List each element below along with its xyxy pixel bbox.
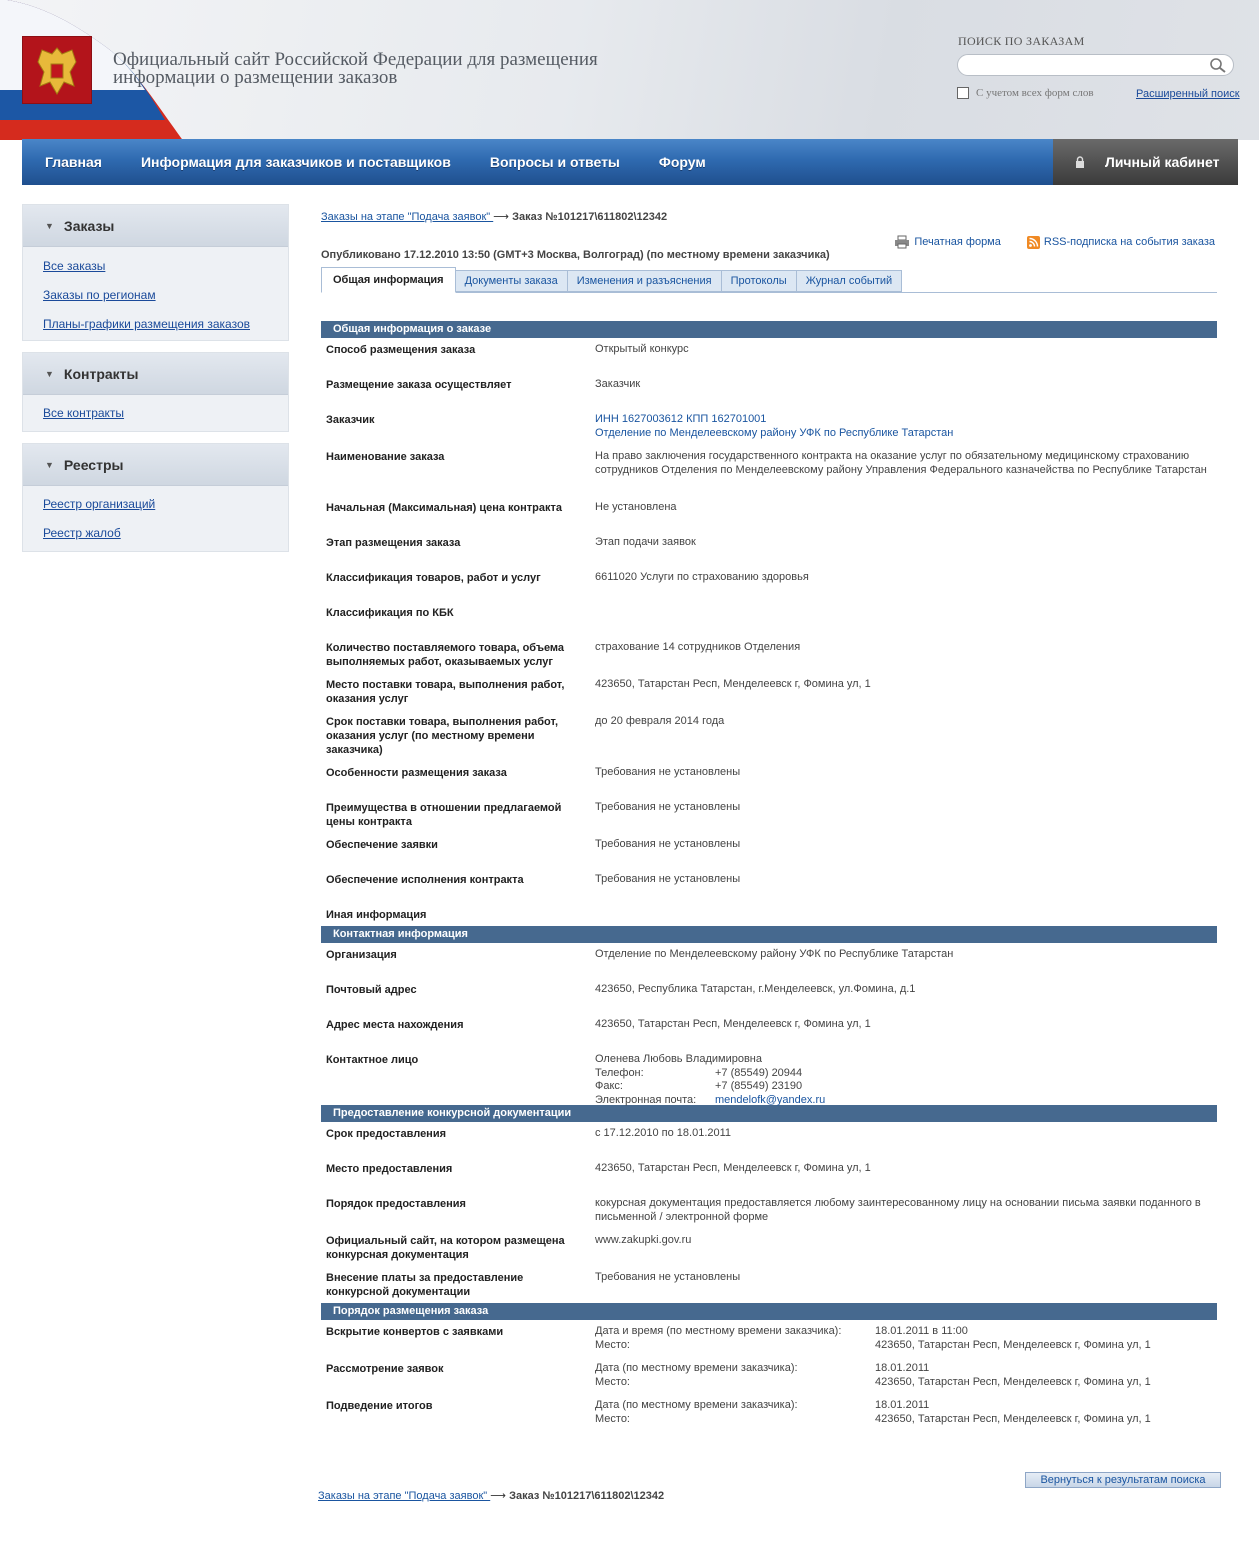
- table-row: [321, 1157, 1217, 1192]
- row-label: Почтовый адрес: [326, 984, 417, 996]
- fax-value: +7 (85549) 23190: [715, 1080, 803, 1092]
- row-label: Особенности размещения заказа: [326, 767, 507, 779]
- table-row: [321, 408, 1217, 445]
- row-value: 6611020 Услуги по страхованию здоровья: [595, 571, 809, 583]
- row-value: до 20 февраля 2014 года: [595, 715, 725, 727]
- search-label: ПОИСК ПО ЗАКАЗАМ: [958, 34, 1085, 48]
- advanced-search-link[interactable]: Расширенный поиск: [1136, 88, 1240, 100]
- table-row: [321, 1357, 1217, 1394]
- sidebar-registers: [22, 443, 289, 552]
- arrow-right-icon: ⟶: [490, 1490, 506, 1502]
- row-label: Размещение заказа осуществляет: [326, 379, 512, 391]
- table-row: [321, 943, 1217, 978]
- tab-order-documents[interactable]: Документы заказа: [455, 270, 568, 292]
- email-label: Электронная почта:: [595, 1093, 697, 1106]
- word-forms-option[interactable]: [957, 87, 1094, 99]
- main-content: [318, 210, 1217, 1502]
- sidebar-registers-title: Реестры: [63, 456, 124, 473]
- row-label: Классификация товаров, работ и услуг: [326, 572, 541, 584]
- lock-icon: [1075, 156, 1085, 168]
- row-value: Требования не установлены: [595, 801, 741, 813]
- general-info-table: [321, 338, 1217, 926]
- row-value: [595, 413, 1217, 445]
- chevron-down-icon: ▼: [45, 368, 54, 379]
- row-label: Контактное лицо: [326, 1054, 419, 1066]
- row-label: Этап размещения заказа: [326, 537, 461, 549]
- table-row: [321, 1229, 1217, 1266]
- search-icon[interactable]: [1209, 57, 1227, 73]
- fax-label: Факс:: [595, 1080, 623, 1092]
- site-header: [0, 0, 1259, 140]
- table-row: [321, 673, 1217, 710]
- chevron-down-icon: ▼: [45, 220, 54, 231]
- table-row: [321, 601, 1217, 636]
- table-row: [321, 373, 1217, 408]
- sidebar-registers-header[interactable]: [23, 444, 288, 486]
- procedure-key: Дата (по местному времени заказчика):: [595, 1399, 798, 1411]
- breadcrumb-link[interactable]: Заказы на этапе "Подача заявок": [321, 211, 494, 223]
- row-value: Заказчик: [595, 378, 641, 390]
- nav-home[interactable]: Главная: [45, 154, 102, 170]
- phone-label: Телефон:: [595, 1066, 644, 1079]
- print-form-label: Печатная форма: [914, 236, 1001, 248]
- row-label: Организация: [326, 949, 397, 961]
- search-input[interactable]: [957, 54, 1234, 76]
- row-label: Подведение итогов: [326, 1400, 433, 1412]
- section-contact-header: Контактная информация: [321, 926, 1217, 943]
- procedure-key: Дата и время (по местному времени заказчика):: [595, 1325, 842, 1337]
- row-label: Адрес места нахождения: [326, 1019, 464, 1031]
- tab-bar: [321, 267, 1217, 293]
- row-value: с 17.12.2010 по 18.01.2011: [595, 1127, 732, 1139]
- sidebar-item-org-registry[interactable]: Реестр организаций: [43, 497, 156, 511]
- tab-changes[interactable]: Изменения и разъяснения: [567, 270, 722, 292]
- table-row: [321, 338, 1217, 373]
- main-nav: [22, 139, 1238, 185]
- sidebar-contracts-header[interactable]: [23, 353, 288, 395]
- published-info: Опубликовано 17.12.2010 13:50 (GMT+3 Москва, Волгоград) (по местному времени заказчика): [321, 249, 830, 261]
- section-docs-header: Предоставление конкурсной документации: [321, 1105, 1217, 1122]
- table-row: [321, 496, 1217, 531]
- breadcrumb: [321, 210, 1217, 223]
- double-headed-eagle-icon: [32, 42, 82, 98]
- row-value: страхование 14 сотрудников Отделения: [595, 641, 801, 653]
- row-value: 423650, Татарстан Респ, Менделеевск г, Фомина ул, 1: [595, 678, 871, 690]
- row-value: На право заключения государственного контракта на оказание услуг по обязательному медицинскому страхованию сотрудников Отделения по Менделеевскому району Управления Федерального казначейства по Республике Татарстан: [595, 450, 1207, 476]
- customer-name-link[interactable]: Отделение по Менделеевскому району УФК по Республике Татарстан: [595, 426, 954, 439]
- nav-forum[interactable]: Форум: [658, 154, 706, 170]
- table-row: [321, 1320, 1217, 1357]
- row-label: Преимущества в отношении предлагаемой цены контракта: [326, 802, 562, 828]
- rss-icon: [1027, 236, 1040, 249]
- procedure-key: Место:: [595, 1412, 630, 1425]
- toolbar: [894, 235, 1215, 249]
- row-value: [595, 1399, 1217, 1431]
- nav-faq[interactable]: Вопросы и ответы: [489, 154, 620, 170]
- procedure-value: 18.01.2011: [875, 1362, 930, 1374]
- section-procedure-header: Порядок размещения заказа: [321, 1303, 1217, 1320]
- row-label: Место поставки товара, выполнения работ, оказания услуг: [326, 679, 565, 705]
- rss-subscribe-link[interactable]: [1027, 235, 1215, 249]
- procedure-value: 423650, Татарстан Респ, Менделеевск г, Фомина ул, 1: [875, 1412, 1151, 1425]
- row-label: Срок предоставления: [326, 1128, 447, 1140]
- procedure-key: Место:: [595, 1338, 630, 1351]
- row-label: Способ размещения заказа: [326, 344, 476, 356]
- row-label: Рассмотрение заявок: [326, 1363, 444, 1375]
- row-value: Требования не установлены: [595, 1271, 741, 1283]
- word-forms-label: С учетом всех форм слов: [976, 87, 1094, 99]
- email-link[interactable]: mendelofk@yandex.ru: [715, 1093, 826, 1106]
- back-to-results-button[interactable]: Вернуться к результатам поиска: [1025, 1472, 1221, 1488]
- rss-subscribe-label: RSS-подписка на события заказа: [1043, 236, 1215, 248]
- row-value: www.zakupki.gov.ru: [595, 1234, 692, 1246]
- row-label: Внесение платы за предоставление конкурсной документации: [326, 1272, 524, 1298]
- procedure-value: 18.01.2011: [875, 1399, 930, 1411]
- site-title: Официальный сайт Российской Федерации для размещения информации о размещении заказов: [113, 49, 598, 88]
- row-label: Порядок предоставления: [326, 1198, 466, 1210]
- breadcrumb-current: Заказ №101217\611802\12342: [509, 1490, 665, 1502]
- sidebar-item-schedules[interactable]: Планы-графики размещения заказов: [43, 317, 250, 331]
- row-value: [595, 606, 1217, 636]
- table-row: [321, 445, 1217, 496]
- procedure-value: 423650, Татарстан Респ, Менделеевск г, Фомина ул, 1: [875, 1375, 1151, 1388]
- table-row: [321, 1192, 1217, 1229]
- row-value: Не установлена: [595, 501, 677, 513]
- table-row: [321, 1394, 1217, 1431]
- row-label: Начальная (Максимальная) цена контракта: [326, 502, 563, 514]
- contact-table: [321, 943, 1217, 1048]
- sidebar-orders: [22, 204, 289, 341]
- personal-cabinet-button[interactable]: [1053, 139, 1238, 185]
- row-value: 423650, Татарстан Респ, Менделеевск г, Фомина ул, 1: [595, 1162, 871, 1174]
- table-row: [321, 710, 1217, 761]
- sidebar-item-orders-by-region[interactable]: Заказы по регионам: [43, 288, 156, 302]
- row-value: [595, 1362, 1217, 1394]
- table-row: [321, 1048, 1217, 1105]
- tab-event-log[interactable]: Журнал событий: [796, 270, 902, 292]
- row-label: Обеспечение исполнения контракта: [326, 874, 524, 886]
- row-value: Требования не установлены: [595, 838, 741, 850]
- print-form-link[interactable]: [894, 235, 1000, 249]
- table-row: [321, 833, 1217, 868]
- table-row: [321, 868, 1217, 903]
- table-row: [321, 531, 1217, 566]
- row-value: Требования не установлены: [595, 766, 741, 778]
- row-label: Классификация по КБК: [326, 607, 454, 619]
- breadcrumb-bottom: [318, 1489, 664, 1502]
- coat-of-arms-emblem[interactable]: [22, 36, 92, 104]
- row-value: Требования не установлены: [595, 873, 741, 885]
- row-label: Вскрытие конвертов с заявками: [326, 1326, 504, 1338]
- procedure-value: 18.01.2011 в 11:00: [875, 1325, 968, 1337]
- row-label: Иная информация: [326, 909, 427, 921]
- table-row: [321, 796, 1217, 833]
- row-label: Официальный сайт, на котором размещена конкурсная документация: [326, 1235, 565, 1261]
- breadcrumb-link[interactable]: Заказы на этапе "Подача заявок": [318, 1490, 491, 1502]
- table-row: [321, 1266, 1217, 1303]
- procedure-key: Место:: [595, 1375, 630, 1388]
- row-value: [595, 1053, 1217, 1105]
- section-general-info-header: Общая информация о заказе: [321, 321, 1217, 338]
- row-label: Обеспечение заявки: [326, 839, 438, 851]
- docs-table: [321, 1122, 1217, 1303]
- row-value: [595, 908, 1217, 926]
- tab-protocols[interactable]: Протоколы: [721, 270, 797, 292]
- table-row: [321, 761, 1217, 796]
- breadcrumb-current: Заказ №101217\611802\12342: [512, 211, 668, 223]
- procedure-value: 423650, Татарстан Респ, Менделеевск г, Фомина ул, 1: [875, 1338, 1151, 1351]
- table-row: [321, 978, 1217, 1013]
- row-value: Отделение по Менделеевскому району УФК по Республике Татарстан: [595, 948, 954, 960]
- customer-inn-link[interactable]: ИНН 1627003612 КПП 162701001: [595, 413, 767, 425]
- chevron-down-icon: ▼: [45, 459, 54, 470]
- personal-cabinet-label: Личный кабинет: [1105, 154, 1220, 170]
- sidebar-item-all-contracts[interactable]: Все контракты: [43, 406, 125, 420]
- table-row: [321, 903, 1217, 926]
- row-value: Открытый конкурс: [595, 343, 689, 355]
- row-value: кокурсная документация предоставляется любому заинтересованному лицу на основании письма заявки поданного в письменной / электронной форме: [595, 1197, 1201, 1223]
- sidebar-contracts: [22, 352, 289, 432]
- row-label: Наименование заказа: [326, 451, 445, 463]
- nav-info[interactable]: Информация для заказчиков и поставщиков: [140, 154, 451, 170]
- row-label: Количество поставляемого товара, объема выполняемых работ, оказываемых услуг: [326, 642, 565, 668]
- arrow-right-icon: ⟶: [493, 211, 509, 223]
- word-forms-checkbox[interactable]: [957, 87, 969, 99]
- sidebar-orders-title: Заказы: [63, 217, 115, 234]
- row-value: [595, 1325, 1217, 1357]
- printer-icon: [894, 235, 910, 249]
- sidebar-item-all-orders[interactable]: Все заказы: [43, 259, 106, 273]
- table-row: [321, 566, 1217, 601]
- table-row: [321, 1013, 1217, 1048]
- contact-person-name: Оленева Любовь Владимировна: [595, 1053, 762, 1065]
- sidebar-contracts-title: Контракты: [63, 365, 139, 382]
- tab-general-info[interactable]: Общая информация: [321, 267, 456, 293]
- procedure-table: [321, 1320, 1217, 1431]
- sidebar-item-complaints-registry[interactable]: Реестр жалоб: [43, 526, 121, 540]
- phone-value: +7 (85549) 20944: [715, 1066, 803, 1079]
- table-row: [321, 1122, 1217, 1157]
- row-value: 423650, Татарстан Респ, Менделеевск г, Фомина ул, 1: [595, 1018, 871, 1030]
- sidebar-orders-header[interactable]: [23, 205, 288, 247]
- row-value: 423650, Республика Татарстан, г.Менделеевск, ул.Фомина, д.1: [595, 983, 916, 995]
- procedure-key: Дата (по местному времени заказчика):: [595, 1362, 798, 1374]
- table-row: [321, 636, 1217, 673]
- row-value: Этап подачи заявок: [595, 536, 696, 548]
- row-label: Срок поставки товара, выполнения работ, оказания услуг (по местному времени заказчика): [326, 716, 559, 756]
- row-label: Заказчик: [326, 414, 375, 426]
- row-label: Место предоставления: [326, 1163, 453, 1175]
